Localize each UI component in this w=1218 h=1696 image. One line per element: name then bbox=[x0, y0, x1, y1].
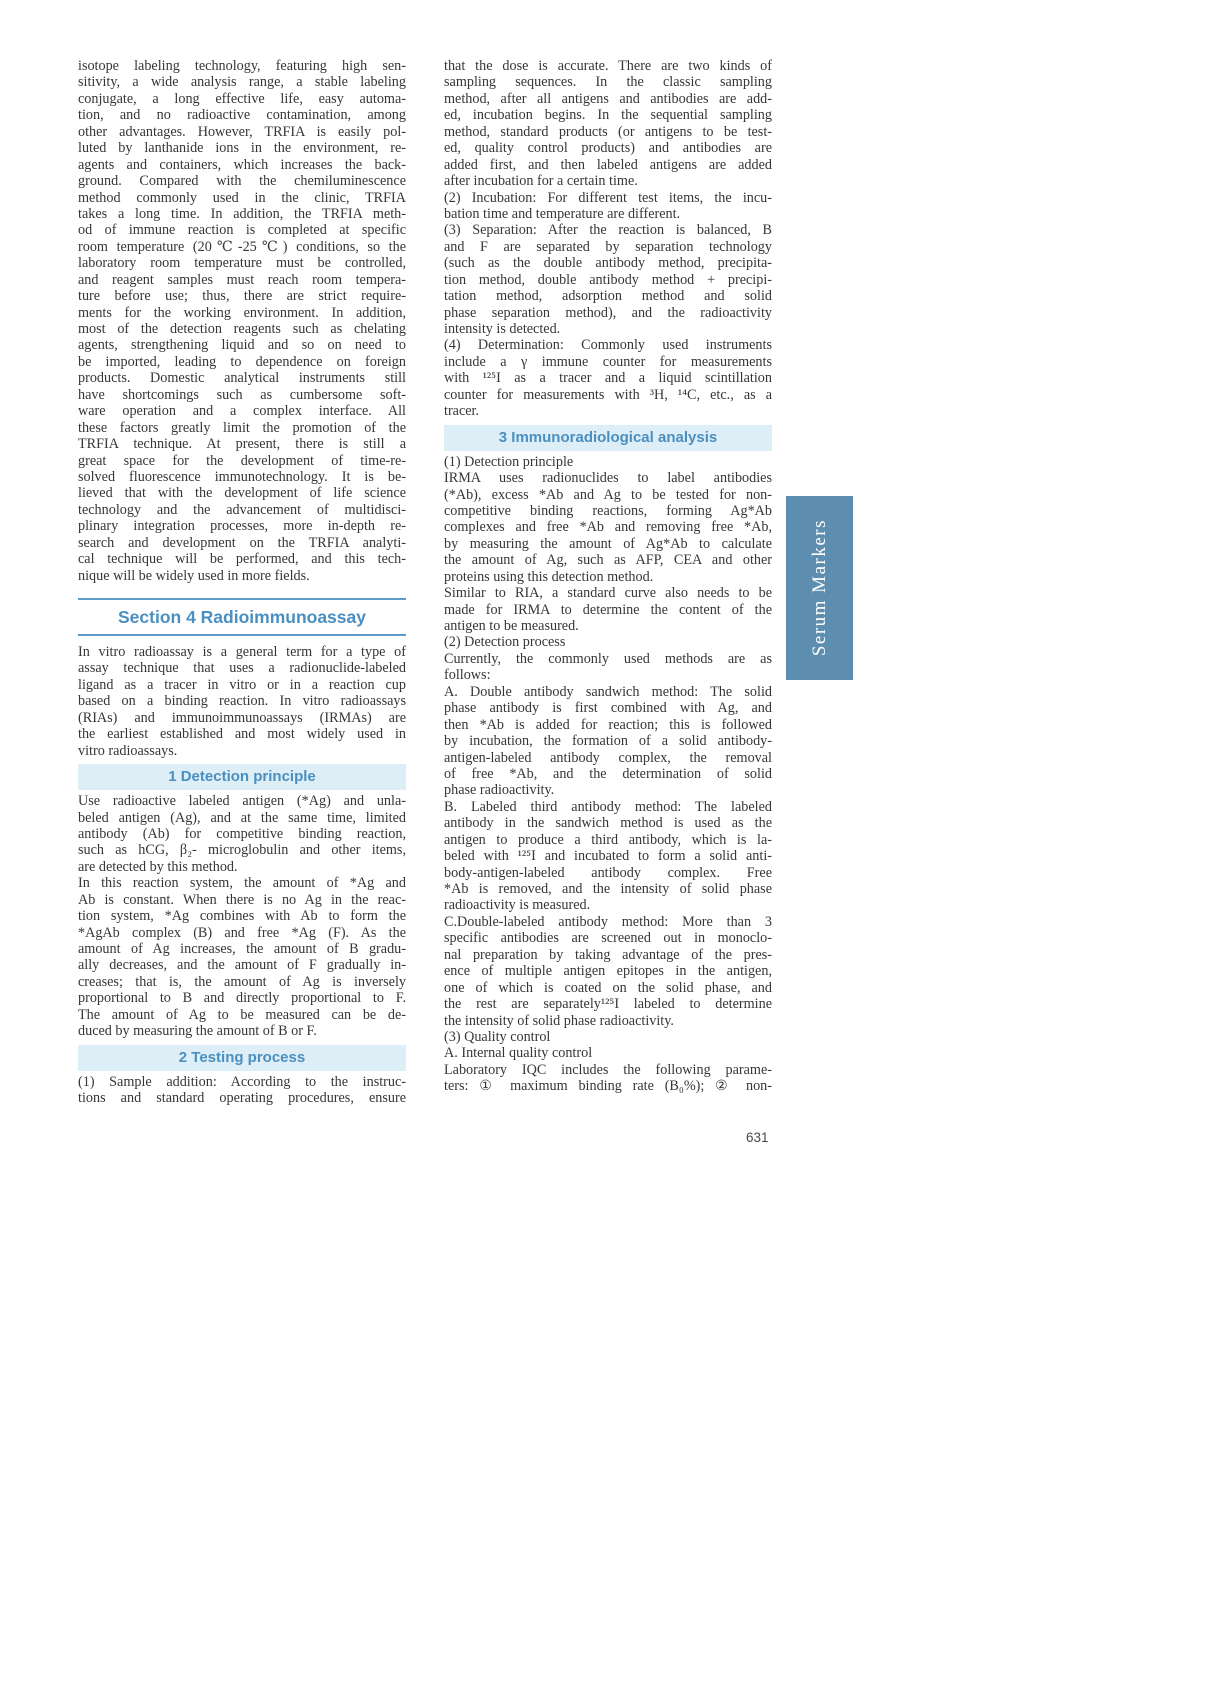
text-line: ture before use; thus, there are strict require- bbox=[78, 288, 406, 305]
text-line: include a γ immune counter for measurements bbox=[444, 353, 772, 370]
text-line: such as hCG, β₂- microglobulin and other items, bbox=[78, 842, 406, 859]
chapter-edge-tab-label: Serum Markers bbox=[808, 519, 830, 657]
text-line: (2) Incubation: For different test items, the incu- bbox=[444, 189, 772, 206]
text-line: beled with ¹²⁵I and incubated to form a solid anti- bbox=[444, 848, 772, 865]
text-line: complexes and free *Ab and removing free *Ab, bbox=[444, 519, 772, 536]
paragraph bbox=[444, 634, 772, 650]
text-line: The amount of Ag to be measured can be de- bbox=[78, 1006, 406, 1023]
text-line: other advantages. However, TRFIA is easily pol- bbox=[78, 123, 406, 140]
text-line: In this reaction system, the amount of *Ag and bbox=[78, 875, 406, 892]
text-line: bation time and temperature are different. bbox=[444, 205, 681, 222]
text-line: are detected by this method. bbox=[78, 858, 238, 875]
text-line: lieved that with the development of life science bbox=[78, 485, 406, 502]
text-line: that the dose is accurate. There are two kinds of bbox=[444, 58, 772, 74]
paragraph bbox=[444, 1029, 772, 1045]
text-line: (*Ab), excess *Ab and Ag to be tested for non- bbox=[444, 486, 772, 503]
text-line: assay technique that uses a radionuclide-labeled bbox=[78, 660, 406, 677]
text-line: ground. Compared with the chemiluminescence bbox=[78, 173, 406, 190]
text-line: (1) Sample addition: According to the instruc- bbox=[78, 1073, 406, 1090]
text-line: by incubation, the formation of a solid antibody- bbox=[444, 733, 772, 750]
text-line: ally decreases, and the amount of F gradually in- bbox=[78, 957, 406, 974]
paragraph bbox=[444, 58, 772, 190]
paragraph bbox=[444, 799, 772, 914]
text-line: most of the detection reagents such as chelating bbox=[78, 321, 406, 337]
text-line: (RIAs) and immunoimmunoassays (IRMAs) are bbox=[78, 709, 406, 726]
paragraph bbox=[444, 454, 772, 470]
text-line: plinary integration processes, more in-depth re- bbox=[78, 518, 406, 535]
text-line: Currently, the commonly used methods are as bbox=[444, 650, 772, 667]
text-line: based on a binding reaction. In vitro radioassays bbox=[78, 693, 406, 710]
text-line: these factors greatly limit the promotion of the bbox=[78, 419, 406, 436]
paragraph bbox=[444, 222, 772, 337]
text-line: added first, and then labeled antigens are added bbox=[444, 156, 772, 173]
text-line: laboratory room temperature must be controlled, bbox=[78, 255, 406, 272]
text-line: counter for measurements with ³H, ¹⁴C, etc., as a bbox=[444, 386, 772, 403]
text-line: *AgAb complex (B) and free *Ag (F). As the bbox=[78, 924, 406, 941]
text-line: antigen to produce a third antibody, which is la- bbox=[444, 831, 772, 848]
text-line: ments for the working environment. In addition, bbox=[78, 304, 406, 321]
text-line: by measuring the amount of Ag*Ab to calculate bbox=[444, 535, 772, 552]
text-line: ence of multiple antigen epitopes in the antigen, bbox=[444, 963, 772, 980]
text-line: IRMA uses radionuclides to label antibodies bbox=[444, 470, 772, 487]
text-line: technology and the advancement of multidisci- bbox=[78, 501, 406, 518]
left-text-column bbox=[78, 58, 406, 1107]
text-line: In vitro radioassay is a general term for a type of bbox=[78, 644, 406, 660]
text-line: method, standard products (or antigens to be test- bbox=[444, 123, 772, 140]
text-line: conjugate, a long effective life, easy automa- bbox=[78, 90, 406, 107]
text-line: great space for the development of time-re- bbox=[78, 452, 406, 469]
text-line: (such as the double antibody method, precipita- bbox=[444, 255, 772, 272]
text-line: products. Domestic analytical instruments still bbox=[78, 370, 406, 387]
text-line: sampling sequences. In the classic sampling bbox=[444, 74, 772, 91]
text-line: made for IRMA to determine the content of the bbox=[444, 601, 772, 618]
text-line: od of immune reaction is completed at specific bbox=[78, 222, 406, 239]
text-line: (1) Detection principle bbox=[444, 453, 574, 470]
text-line: ed, incubation begins. In the sequential sampling bbox=[444, 107, 772, 124]
text-line: ters: ① maximum binding rate (B₀%); ② non- bbox=[444, 1078, 772, 1095]
text-line: the rest are separately¹²⁵I labeled to determine bbox=[444, 996, 772, 1013]
text-line: ligand as a tracer in vitro or in a reaction cup bbox=[78, 676, 406, 693]
text-line: intensity is detected. bbox=[444, 321, 561, 337]
paragraph bbox=[444, 1062, 772, 1095]
text-line: follows: bbox=[444, 667, 491, 684]
text-line: competitive binding reactions, forming Ag*Ab bbox=[444, 502, 772, 519]
text-line: room temperature (20℃-25℃) conditions, so the bbox=[78, 238, 406, 255]
text-line: cal technique will be performed, and this tech- bbox=[78, 551, 406, 568]
text-line: search and development on the TRFIA analyti- bbox=[78, 534, 406, 551]
text-line: nique will be widely used in more fields. bbox=[78, 567, 310, 584]
text-line: Ab is constant. When there is no Ag in the reac- bbox=[78, 891, 406, 908]
paragraph bbox=[444, 684, 772, 799]
subsection-heading: 3 Immunoradiological analysis bbox=[444, 425, 772, 451]
text-line: one of which is coated on the solid phase, and bbox=[444, 979, 772, 996]
text-line: beled antigen (Ag), and at the same time, limited bbox=[78, 809, 406, 826]
text-line: proteins using this detection method. bbox=[444, 568, 654, 585]
text-line: TRFIA technique. At present, there is still a bbox=[78, 436, 406, 453]
subsection-heading: 2 Testing process bbox=[78, 1045, 406, 1071]
text-line: isotope labeling technology, featuring high sen- bbox=[78, 58, 406, 74]
text-line: be imported, leading to dependence on foreign bbox=[78, 353, 406, 370]
text-line: radioactivity is measured. bbox=[444, 897, 591, 914]
text-line: antigen-labeled antibody complex, the removal bbox=[444, 749, 772, 766]
text-line: (3) Quality control bbox=[444, 1028, 551, 1045]
text-line: ware operation and a complex interface. All bbox=[78, 403, 406, 420]
text-line: (2) Detection process bbox=[444, 634, 566, 651]
text-line: phase separation method), and the radioactivity bbox=[444, 304, 772, 321]
section-heading: Section 4 Radioimmunoassay bbox=[78, 598, 406, 636]
text-line: tion, and no radioactive contamination, among bbox=[78, 107, 406, 124]
page-number: 631 bbox=[746, 1130, 769, 1145]
text-line: the amount of Ag, such as AFP, CEA and other bbox=[444, 552, 772, 569]
text-line: vitro radioassays. bbox=[78, 742, 178, 759]
text-line: after incubation for a certain time. bbox=[444, 173, 638, 190]
paragraph bbox=[444, 337, 772, 419]
text-line: have shortcomings such as cumbersome soft- bbox=[78, 386, 406, 403]
text-line: tation method, adsorption method and solid bbox=[444, 288, 772, 305]
paragraph bbox=[78, 793, 406, 875]
text-line: agents, strengthening liquid and so on need to bbox=[78, 337, 406, 354]
paragraph bbox=[444, 651, 772, 684]
text-line: nal preparation by taking advantage of the pres- bbox=[444, 946, 772, 963]
paragraph bbox=[444, 1045, 772, 1061]
text-line: method, after all antigens and antibodies are add- bbox=[444, 90, 772, 107]
text-line: (3) Separation: After the reaction is balanced, B bbox=[444, 222, 772, 239]
text-line: duced by measuring the amount of B or F. bbox=[78, 1023, 317, 1040]
text-line: tracer. bbox=[444, 403, 480, 420]
text-line: takes a long time. In addition, the TRFIA meth- bbox=[78, 205, 406, 222]
text-line: sitivity, a wide analysis range, a stable labeling bbox=[78, 74, 406, 91]
text-line: (4) Determination: Commonly used instruments bbox=[444, 337, 772, 354]
text-line: and F are separated by separation technology bbox=[444, 238, 772, 255]
text-line: specific antibodies are screened out in monoclo- bbox=[444, 930, 772, 947]
paragraph bbox=[444, 914, 772, 1029]
text-line: with ¹²⁵I as a tracer and a liquid scintillation bbox=[444, 370, 772, 387]
text-line: luted by lanthanide ions in the environment, re- bbox=[78, 140, 406, 157]
text-line: Use radioactive labeled antigen (*Ag) and unla- bbox=[78, 793, 406, 810]
text-line: the earliest established and most widely used in bbox=[78, 726, 406, 743]
text-line: body-antigen-labeled antibody complex. Free bbox=[444, 864, 772, 881]
paragraph bbox=[78, 1074, 406, 1107]
paragraph bbox=[78, 58, 406, 584]
text-line: A. Double antibody sandwich method: The solid bbox=[444, 683, 772, 700]
text-line: Similar to RIA, a standard curve also needs to be bbox=[444, 585, 772, 602]
text-line: then *Ab is added for reaction; this is followed bbox=[444, 716, 772, 733]
text-line: *Ab is removed, and the intensity of solid phase bbox=[444, 881, 772, 897]
text-line: antibody in the sandwich method is used as the bbox=[444, 815, 772, 832]
text-line: tion method, double antibody method + precipi- bbox=[444, 271, 772, 288]
text-line: Laboratory IQC includes the following parame- bbox=[444, 1061, 772, 1078]
text-line: antibody (Ab) for competitive binding reaction, bbox=[78, 825, 406, 842]
chapter-edge-tab bbox=[786, 496, 853, 680]
text-line: creases; that is, the amount of Ag is inversely bbox=[78, 973, 406, 990]
text-line: proportional to B and directly proportional to F. bbox=[78, 990, 406, 1007]
text-line: phase antibody is first combined with Ag, and bbox=[444, 700, 772, 717]
text-line: A. Internal quality control bbox=[444, 1045, 593, 1062]
text-line: C.Double-labeled antibody method: More than 3 bbox=[444, 913, 772, 930]
text-line: amount of Ag increases, the amount of B gradu- bbox=[78, 941, 406, 957]
text-line: ed, quality control products) and antibodies are bbox=[444, 140, 772, 157]
text-line: antigen to be measured. bbox=[444, 618, 579, 634]
paragraph bbox=[78, 875, 406, 1039]
text-line: method commonly used in the clinic, TRFIA bbox=[78, 189, 406, 206]
text-line: tions and standard operating procedures, ensure bbox=[78, 1090, 406, 1107]
text-line: solved fluorescence immunotechnology. It is be- bbox=[78, 468, 406, 485]
text-line: agents and containers, which increases the back- bbox=[78, 156, 406, 173]
text-line: tion system, *Ag combines with Ab to form the bbox=[78, 908, 406, 925]
right-text-column bbox=[444, 58, 772, 1095]
text-line: B. Labeled third antibody method: The labeled bbox=[444, 798, 772, 815]
subsection-heading: 1 Detection principle bbox=[78, 764, 406, 790]
paragraph bbox=[444, 190, 772, 223]
text-line: and reagent samples must reach room tempera- bbox=[78, 271, 406, 288]
paragraph bbox=[78, 644, 406, 759]
text-line: phase radioactivity. bbox=[444, 782, 555, 799]
text-line: of free *Ab, and the determination of solid bbox=[444, 765, 772, 782]
text-line: the intensity of solid phase radioactivity. bbox=[444, 1012, 674, 1029]
paragraph bbox=[444, 585, 772, 634]
paragraph bbox=[444, 470, 772, 585]
